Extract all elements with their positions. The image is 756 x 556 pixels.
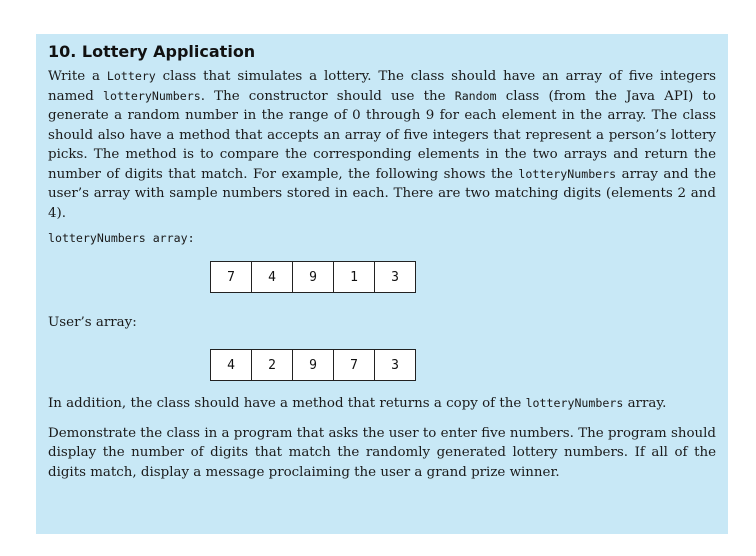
user-cell-2: 9 xyxy=(292,349,334,381)
user-cell-1: 2 xyxy=(251,349,293,381)
addition-text-2: array. xyxy=(623,396,667,411)
intro-text-4: class (from the Java API) to generate a random number in the range of 0 through 9 for each element in the array. The class should also have a method that accepts an array of five integers that represent a person’s lottery picks. The method is to compare the corresponding elements in the two arrays and return the number of digits that match. For example, the following shows the xyxy=(48,88,716,182)
demo-paragraph: Demonstrate the class in a program that asks the user to enter five numbers. The program should display the number of digits that match the randomly generated lottery numbers. If all of the digits match, display a message proclaiming the user a grand prize winner. xyxy=(48,425,716,480)
user-cell-0: 4 xyxy=(210,349,252,381)
intro-text-3: . The constructor should use the xyxy=(200,88,455,104)
exercise-panel xyxy=(36,34,728,534)
user-array-label: User’s array: xyxy=(48,315,137,330)
user-numbers-array xyxy=(210,349,716,381)
intro-text-2: class that simulates a lottery. The class should have an array of five integers named xyxy=(48,69,716,104)
intro-text-5: array and the user’s array with sample numbers stored in each. There are two matching digits (elements 2 and 4). xyxy=(48,166,716,221)
lottery-numbers-array xyxy=(210,261,716,293)
code-lotterynumbers-2: lotteryNumbers xyxy=(518,166,617,181)
addition-paragraph xyxy=(48,394,716,414)
lottery-cell-3: 1 xyxy=(333,261,375,293)
code-lottery-class: Lottery xyxy=(106,69,156,83)
lottery-cell-2: 9 xyxy=(292,261,334,293)
addition-text-1: In addition, the class should have a method that returns a copy of the xyxy=(48,396,526,411)
code-random-class: Random xyxy=(454,88,497,103)
lottery-cell-4: 3 xyxy=(374,261,416,293)
user-cell-4: 3 xyxy=(374,349,416,381)
code-lotterynumbers: lotteryNumbers xyxy=(102,88,201,103)
exercise-title: 10. Lottery Application xyxy=(48,42,256,61)
user-cell-3: 7 xyxy=(333,349,375,381)
exercise-intro-paragraph xyxy=(48,67,716,223)
code-lotterynumbers-3: lotteryNumbers xyxy=(525,396,624,410)
intro-text-1: Write a xyxy=(48,69,107,84)
lottery-cell-0: 7 xyxy=(210,261,252,293)
lottery-array-label: lotteryNumbers array: xyxy=(48,231,195,245)
lottery-cell-1: 4 xyxy=(251,261,293,293)
